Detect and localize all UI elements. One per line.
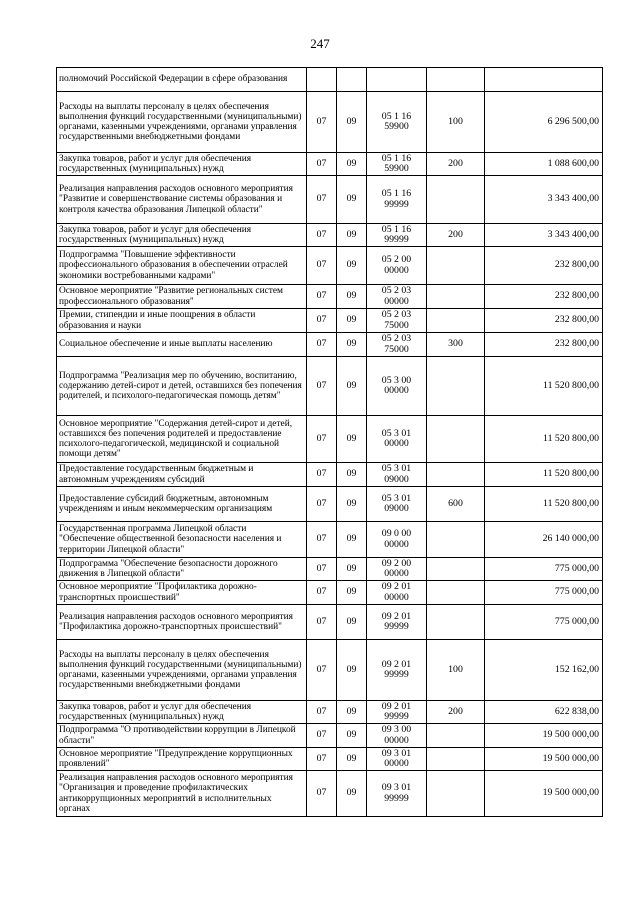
amount: 775 000,00 <box>485 581 603 605</box>
table-row <box>57 309 603 333</box>
line-item-name: Расходы на выплаты персоналу в целях обеспечения выполнения функций государственными (муниципальными) органами, казенными учреждениями, органами управления государственными внебюджетными фондами <box>57 92 307 153</box>
target-article-code: 05 3 01 09000 <box>367 487 427 522</box>
subsection-code: 09 <box>337 701 367 724</box>
line-item-name: Предоставление субсидий бюджетным, автономным учреждениям и иным некоммерческим организациям <box>57 487 307 522</box>
target-article-code: 09 2 01 99999 <box>367 640 427 701</box>
amount: 19 500 000,00 <box>485 724 603 748</box>
subsection-code: 09 <box>337 176 367 224</box>
amount: 3 343 400,00 <box>485 176 603 224</box>
line-item-name: Социальное обеспечение и иные выплаты населению <box>57 333 307 357</box>
section-code: 07 <box>307 92 337 153</box>
target-article-code: 05 3 00 00000 <box>367 357 427 416</box>
amount: 19 500 000,00 <box>485 748 603 771</box>
target-article-code: 09 2 01 00000 <box>367 581 427 605</box>
amount: 152 162,00 <box>485 640 603 701</box>
line-item-name: Основное мероприятие "Профилактика дорожно-транспортных происшествий" <box>57 581 307 605</box>
table-row <box>57 224 603 247</box>
table-row <box>57 247 603 285</box>
amount: 1 088 600,00 <box>485 153 603 176</box>
table-row <box>57 640 603 701</box>
table-row <box>57 68 603 92</box>
expense-type-code <box>427 522 485 558</box>
section-code: 07 <box>307 285 337 309</box>
target-article-code: 05 2 03 75000 <box>367 309 427 333</box>
subsection-code: 09 <box>337 285 367 309</box>
section-code: 07 <box>307 701 337 724</box>
subsection-code: 09 <box>337 333 367 357</box>
subsection-code: 09 <box>337 92 367 153</box>
amount: 232 800,00 <box>485 247 603 285</box>
amount: 775 000,00 <box>485 558 603 581</box>
expense-type-code <box>427 176 485 224</box>
budget-table-body <box>57 68 603 817</box>
table-row <box>57 748 603 771</box>
table-row <box>57 333 603 357</box>
expense-type-code <box>427 558 485 581</box>
target-article-code: 09 2 01 99999 <box>367 605 427 640</box>
table-row <box>57 92 603 153</box>
section-code <box>307 68 337 92</box>
section-code: 07 <box>307 724 337 748</box>
target-article-code: 09 2 01 99999 <box>367 701 427 724</box>
table-row <box>57 522 603 558</box>
section-code: 07 <box>307 558 337 581</box>
expense-type-code <box>427 771 485 817</box>
line-item-name: Закупка товаров, работ и услуг для обеспечения государственных (муниципальных) нужд <box>57 153 307 176</box>
amount: 622 838,00 <box>485 701 603 724</box>
target-article-code: 05 1 16 99999 <box>367 224 427 247</box>
line-item-name: Закупка товаров, работ и услуг для обеспечения государственных (муниципальных) нужд <box>57 224 307 247</box>
target-article-code: 09 3 01 00000 <box>367 748 427 771</box>
section-code: 07 <box>307 153 337 176</box>
section-code: 07 <box>307 416 337 463</box>
expense-type-code <box>427 748 485 771</box>
section-code: 07 <box>307 333 337 357</box>
target-article-code: 05 3 01 09000 <box>367 463 427 487</box>
expense-type-code <box>427 68 485 92</box>
line-item-name: Закупка товаров, работ и услуг для обеспечения государственных (муниципальных) нужд <box>57 701 307 724</box>
section-code: 07 <box>307 748 337 771</box>
table-row <box>57 463 603 487</box>
section-code: 07 <box>307 224 337 247</box>
line-item-name: Реализация направления расходов основного мероприятия "Организация и проведение профилактических антикоррупционных мероприятий в исполнительных органах <box>57 771 307 817</box>
expense-type-code: 300 <box>427 333 485 357</box>
budget-table <box>56 67 603 817</box>
table-row <box>57 605 603 640</box>
amount: 232 800,00 <box>485 333 603 357</box>
expense-type-code: 200 <box>427 224 485 247</box>
amount: 232 800,00 <box>485 309 603 333</box>
expense-type-code: 600 <box>427 487 485 522</box>
line-item-name: полномочий Российской Федерации в сфере образования <box>57 68 307 92</box>
expense-type-code <box>427 357 485 416</box>
section-code: 07 <box>307 581 337 605</box>
subsection-code: 09 <box>337 247 367 285</box>
line-item-name: Основное мероприятие "Содержания детей-сирот и детей, оставшихся без попечения родителей и предоставление психолого-педагогической, медицинской и социальной помощи детям" <box>57 416 307 463</box>
subsection-code: 09 <box>337 153 367 176</box>
amount: 26 140 000,00 <box>485 522 603 558</box>
subsection-code: 09 <box>337 558 367 581</box>
line-item-name: Подпрограмма "Реализация мер по обучению, воспитанию, содержанию детей-сирот и детей, оставшихся без попечения родителей, и психолого-педагогическая помощь детям" <box>57 357 307 416</box>
table-row <box>57 416 603 463</box>
amount <box>485 68 603 92</box>
expense-type-code <box>427 416 485 463</box>
subsection-code: 09 <box>337 463 367 487</box>
amount: 775 000,00 <box>485 605 603 640</box>
amount: 11 520 800,00 <box>485 463 603 487</box>
section-code: 07 <box>307 640 337 701</box>
table-row <box>57 285 603 309</box>
table-row <box>57 176 603 224</box>
target-article-code: 05 1 16 59900 <box>367 92 427 153</box>
amount: 11 520 800,00 <box>485 416 603 463</box>
expense-type-code: 200 <box>427 701 485 724</box>
subsection-code <box>337 68 367 92</box>
expense-type-code: 100 <box>427 92 485 153</box>
target-article-code: 09 0 00 00000 <box>367 522 427 558</box>
section-code: 07 <box>307 605 337 640</box>
subsection-code: 09 <box>337 605 367 640</box>
amount: 19 500 000,00 <box>485 771 603 817</box>
expense-type-code <box>427 247 485 285</box>
line-item-name: Расходы на выплаты персоналу в целях обеспечения выполнения функций государственными (муниципальными) органами, казенными учреждениями, органами управления государственными внебюджетными фондами <box>57 640 307 701</box>
subsection-code: 09 <box>337 416 367 463</box>
expense-type-code: 100 <box>427 640 485 701</box>
section-code: 07 <box>307 463 337 487</box>
expense-type-code <box>427 605 485 640</box>
subsection-code: 09 <box>337 771 367 817</box>
amount: 11 520 800,00 <box>485 487 603 522</box>
subsection-code: 09 <box>337 748 367 771</box>
target-article-code: 05 3 01 00000 <box>367 416 427 463</box>
target-article-code: 05 2 03 00000 <box>367 285 427 309</box>
expense-type-code <box>427 309 485 333</box>
line-item-name: Государственная программа Липецкой области "Обеспечение общественной безопасности населения и территории Липецкой области" <box>57 522 307 558</box>
subsection-code: 09 <box>337 224 367 247</box>
table-row <box>57 581 603 605</box>
table-row <box>57 153 603 176</box>
section-code: 07 <box>307 487 337 522</box>
line-item-name: Премии, стипендии и иные поощрения в области образования и науки <box>57 309 307 333</box>
subsection-code: 09 <box>337 724 367 748</box>
table-row <box>57 487 603 522</box>
line-item-name: Подпрограмма "О противодействии коррупции в Липецкой области" <box>57 724 307 748</box>
amount: 3 343 400,00 <box>485 224 603 247</box>
table-row <box>57 558 603 581</box>
line-item-name: Реализация направления расходов основного мероприятия "Профилактика дорожно-транспортных происшествий" <box>57 605 307 640</box>
section-code: 07 <box>307 247 337 285</box>
target-article-code <box>367 68 427 92</box>
section-code: 07 <box>307 771 337 817</box>
target-article-code: 09 2 00 00000 <box>367 558 427 581</box>
amount: 11 520 800,00 <box>485 357 603 416</box>
expense-type-code <box>427 581 485 605</box>
expense-type-code <box>427 285 485 309</box>
target-article-code: 05 1 16 59900 <box>367 153 427 176</box>
subsection-code: 09 <box>337 640 367 701</box>
subsection-code: 09 <box>337 581 367 605</box>
section-code: 07 <box>307 357 337 416</box>
target-article-code: 09 3 00 00000 <box>367 724 427 748</box>
subsection-code: 09 <box>337 522 367 558</box>
target-article-code: 05 2 03 75000 <box>367 333 427 357</box>
expense-type-code <box>427 724 485 748</box>
subsection-code: 09 <box>337 357 367 416</box>
line-item-name: Реализация направления расходов основного мероприятия "Развитие и совершенствование системы образования и контроля качества образования Липецкой области" <box>57 176 307 224</box>
section-code: 07 <box>307 522 337 558</box>
section-code: 07 <box>307 309 337 333</box>
line-item-name: Подпрограмма "Обеспечение безопасности дорожного движения в Липецкой области" <box>57 558 307 581</box>
subsection-code: 09 <box>337 309 367 333</box>
table-row <box>57 357 603 416</box>
expense-type-code: 200 <box>427 153 485 176</box>
table-row <box>57 701 603 724</box>
target-article-code: 09 3 01 99999 <box>367 771 427 817</box>
line-item-name: Основное мероприятие "Предупреждение коррупционных проявлений" <box>57 748 307 771</box>
target-article-code: 05 2 00 00000 <box>367 247 427 285</box>
subsection-code: 09 <box>337 487 367 522</box>
section-code: 07 <box>307 176 337 224</box>
table-row <box>57 771 603 817</box>
expense-type-code <box>427 463 485 487</box>
amount: 6 296 500,00 <box>485 92 603 153</box>
table-row <box>57 724 603 748</box>
target-article-code: 05 1 16 99999 <box>367 176 427 224</box>
line-item-name: Предоставление государственным бюджетным и автономным учреждениям субсидий <box>57 463 307 487</box>
line-item-name: Основное мероприятие "Развитие региональных систем профессионального образования" <box>57 285 307 309</box>
line-item-name: Подпрограмма "Повышение эффективности профессионального образования в обеспечении отраслей экономики востребованными кадрами" <box>57 247 307 285</box>
page-number: 247 <box>310 36 330 51</box>
amount: 232 800,00 <box>485 285 603 309</box>
